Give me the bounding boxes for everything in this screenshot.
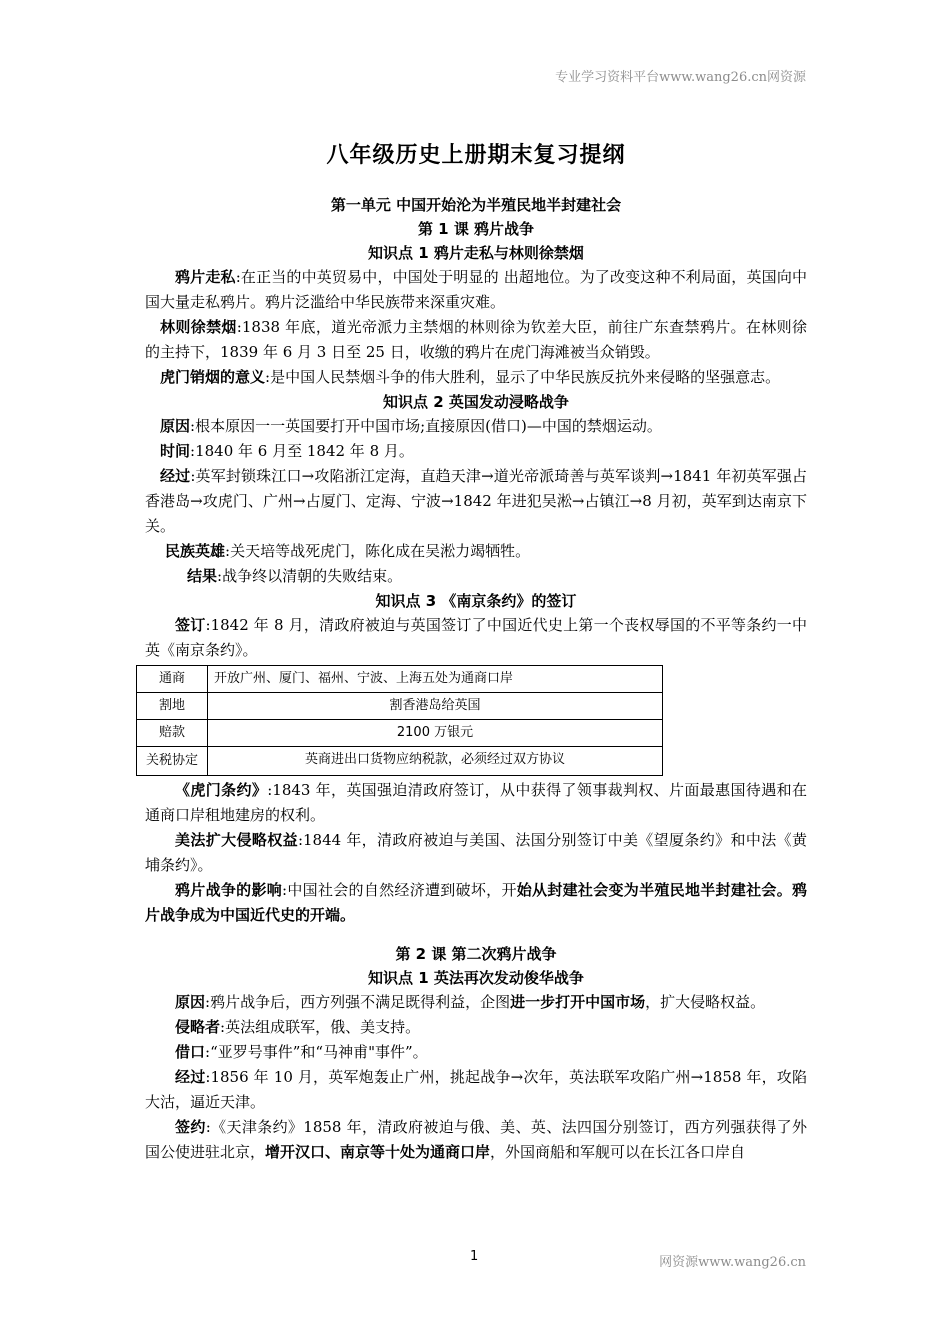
paragraph-text: :1843 年，英国强迫清政府签订，从中获得了领事裁判权、片面最惠国待遇和在通商口岸租地建房的权利。: [145, 781, 807, 824]
paragraph-text: :1842 年 8 月，清政府被迫与英国签订了中国近代史上第一个丧权辱国的不平等条约一中英《南京条约》。: [145, 616, 807, 659]
table-cell-value: 2100 万银元: [208, 720, 663, 747]
footer-watermark: 网资源www.wang26.cn: [659, 1255, 806, 1270]
paragraph: [145, 778, 807, 828]
paragraph-text: :鸦片战争后，西方列强不满足既得利益，企图: [205, 993, 511, 1011]
paragraph-label: 借口: [175, 1043, 206, 1061]
paragraph: [145, 365, 807, 390]
paragraph-text: :《天津条约》1858 年，清政府被迫与俄、美、英、法四国分别签订，西方列强获得了外国公使进驻北京，: [145, 1118, 807, 1161]
knowledge-point-heading: 知识点 1 鸦片走私与林则徐禁烟: [368, 244, 584, 262]
paragraph-label: 虎门销烟的意义: [160, 368, 266, 386]
unit-heading: 第一单元 中国开始沦为半殖民地半封建社会: [330, 196, 622, 214]
paragraph-text: :关天培等战死虎门，陈化成在吴淞力竭牺牲。: [225, 542, 531, 560]
table-cell-key: 割地: [137, 693, 208, 720]
paragraph-text: :1840 年 6 月至 1842 年 8 月。: [190, 442, 414, 460]
paragraph-emphasis: 始从封建社会变为半殖民地半封建社会。鸦片战争成为中国近代史的开端。: [145, 881, 807, 924]
document-body: [145, 130, 807, 1165]
table-row: [137, 693, 663, 720]
paragraph: [145, 539, 807, 564]
paragraph-label: 签订: [175, 616, 206, 634]
paragraph-label: 鸦片走私: [175, 268, 236, 286]
table-row: [137, 747, 663, 776]
paragraph-text: :1856 年 10 月，英军炮轰止广州，挑起战争→次年，英法联军攻陷广州→1858 年，攻陷大沽，逼近天津。: [145, 1068, 807, 1111]
knowledge-point-heading: 知识点 2 英国发动浸略战争: [383, 393, 569, 411]
paragraph-label: 侵略者: [175, 1018, 221, 1036]
paragraph-label: 时间: [160, 442, 191, 460]
paragraph-text: :1844 年，清政府被迫与美国、法国分别签订中美《望厦条约》和中法《黄埔条约》。: [145, 831, 807, 874]
paragraph: [145, 439, 807, 464]
paragraph: [145, 315, 807, 365]
paragraph-text: :中国社会的自然经济遭到破坏，开: [282, 881, 517, 899]
knowledge-point-heading: 知识点 3 《南京条约》的签订: [375, 592, 577, 610]
paragraph: [145, 1065, 807, 1115]
paragraph-label: 原因: [175, 993, 206, 1011]
paragraph: [145, 1115, 807, 1165]
table-cell-value: 开放广州、厦门、福州、宁波、上海五处为通商口岸: [208, 666, 663, 693]
paragraph-text: :在正当的中英贸易中，中国处于明显的 出超地位。为了改变这种不利局面，英国向中国大量走私鸦片。鸦片泛滥给中华民族带来深重灾难。: [145, 268, 807, 311]
paragraph: [145, 1040, 807, 1065]
paragraph: [145, 414, 807, 439]
table-cell-value: 割香港岛给英国: [208, 693, 663, 720]
lesson-heading: 第 1 课 鸦片战争: [417, 220, 535, 238]
table-row: [137, 720, 663, 747]
paragraph-label: 民族英雄: [165, 542, 226, 560]
knowledge-point-heading: 知识点 1 英法再次发动俊华战争: [368, 969, 584, 987]
paragraph-emphasis: 增开汉口、南京等十处为通商口岸: [265, 1143, 491, 1161]
paragraph: [145, 265, 807, 315]
paragraph: [145, 613, 807, 663]
table-cell-key: 通商: [137, 666, 208, 693]
paragraph-text: :是中国人民禁烟斗争的伟大胜利，显示了中华民族反抗外来侵略的坚强意志。: [265, 368, 781, 386]
paragraph-text: ，扩大侵略权益。: [645, 993, 766, 1011]
paragraph: [145, 878, 807, 928]
paragraph-label: 签约: [175, 1118, 206, 1136]
paragraph-label: 《虎门条约》: [175, 781, 268, 799]
page-number: 1: [470, 1249, 479, 1264]
paragraph-text: :1838 年底，道光帝派力主禁烟的林则徐为钦差大臣，前往广东查禁鸦片。在林则徐的主持下，1839 年 6 月 3 日至 25 日，收缴的鸦片在虎门海滩被当众销毁。: [145, 318, 807, 361]
lesson-heading: 第 2 课 第二次鸦片战争: [395, 945, 557, 963]
paragraph-label: 鸦片战争的影响: [175, 881, 283, 899]
nanjing-treaty-table: [136, 665, 663, 776]
paragraph-text: :英军封锁珠江口→攻陷浙江定海，直趋天津→道光帝派琦善与英军谈判→1841 年初英军强占香港岛→攻虎门、广州→占厦门、定海、宁波→1842 年进犯吴淞→占镇江→8 月初，英军到达南京下关。: [145, 467, 807, 535]
table-row: [137, 666, 663, 693]
paragraph: [145, 828, 807, 878]
paragraph-label: 林则徐禁烟: [160, 318, 237, 336]
table-cell-key: 赔款: [137, 720, 208, 747]
paragraph-text: :战争终以清朝的失败结束。: [217, 567, 403, 585]
paragraph: [145, 564, 807, 589]
header-watermark: 专业学习资料平台www.wang26.cn网资源: [555, 70, 806, 85]
table-cell-value: 英商进出口货物应纳税款，必须经过双方协议: [208, 747, 663, 776]
paragraph-label: 经过: [160, 467, 191, 485]
paragraph-emphasis: 进一步打开中国市场: [510, 993, 646, 1011]
paragraph-label: 经过: [175, 1068, 206, 1086]
paragraph-text: ，外国商船和军舰可以在长江各口岸自: [490, 1143, 746, 1161]
paragraph-text: :英法组成联军，俄、美支持。: [220, 1018, 421, 1036]
paragraph: [145, 990, 807, 1015]
paragraph: [145, 1015, 807, 1040]
paragraph-label: 美法扩大侵略权益: [175, 831, 298, 849]
paragraph-text: :根本原因一一英国要打开中国市场;直接原因(借口)—中国的禁烟运动。: [190, 417, 662, 435]
table-cell-key: 关税协定: [137, 747, 208, 776]
page-title: 八年级历史上册期末复习提纲: [326, 143, 626, 168]
paragraph-text: :“亚罗号事件”和“马神甫"事件”。: [205, 1043, 428, 1061]
paragraph: [145, 464, 807, 539]
paragraph-label: 结果: [187, 567, 218, 585]
paragraph-label: 原因: [160, 417, 191, 435]
